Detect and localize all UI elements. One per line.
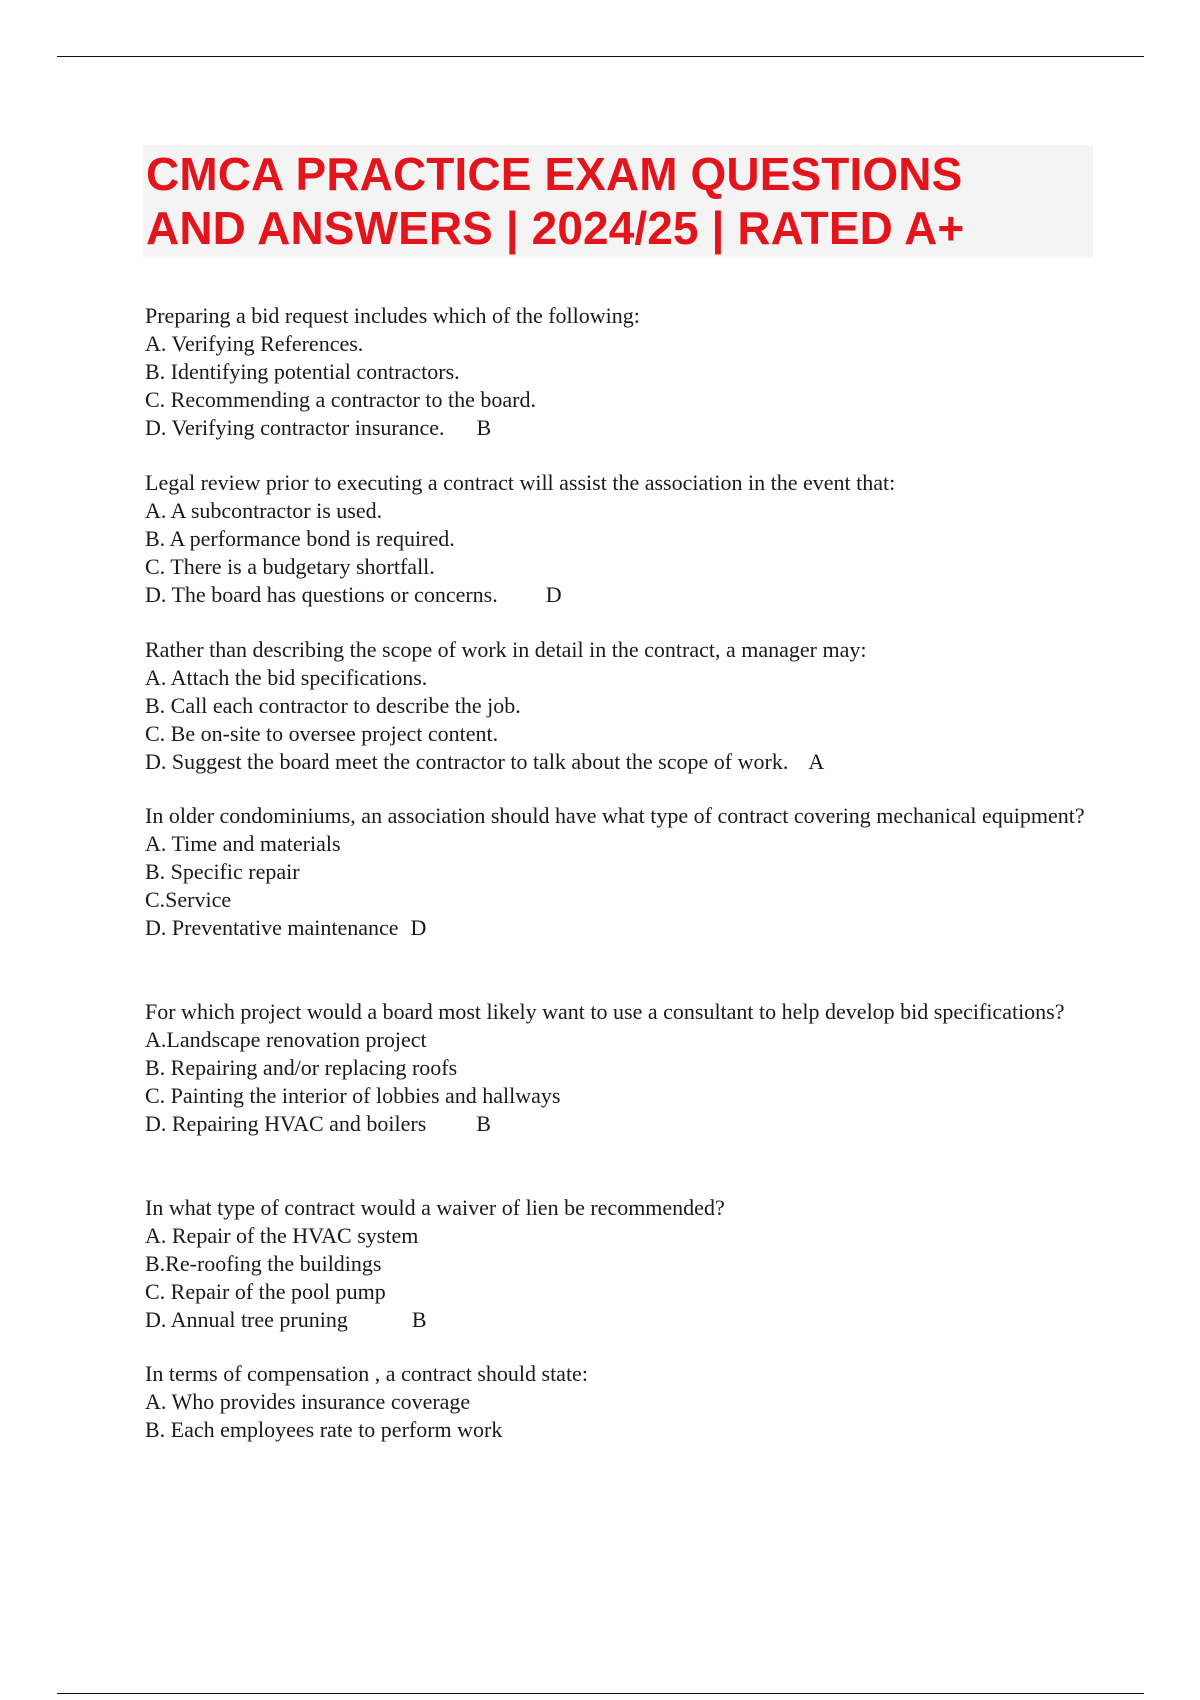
option-c: C. Painting the interior of lobbies and hallways bbox=[145, 1083, 561, 1108]
option-b: B. Each employees rate to perform work bbox=[145, 1417, 503, 1442]
option-d: D. Repairing HVAC and boilers bbox=[145, 1111, 427, 1136]
question-stem: For which project would a board most likely want to use a consultant to help develop bid specifications? bbox=[145, 999, 1065, 1024]
option-b: B. A performance bond is required. bbox=[145, 526, 455, 551]
question-stem: In terms of compensation , a contract should state: bbox=[145, 1361, 588, 1386]
option-d-row bbox=[145, 748, 1085, 776]
option-d: D. Preventative maintenance bbox=[145, 915, 399, 940]
answer-key: D bbox=[545, 582, 562, 607]
option-a: A. Who provides insurance coverage bbox=[145, 1389, 471, 1414]
question-block-4 bbox=[145, 802, 1085, 942]
option-d: D. Annual tree pruning bbox=[145, 1307, 348, 1332]
option-b: B.Re-roofing the buildings bbox=[145, 1251, 382, 1276]
question-block-3 bbox=[145, 636, 1085, 776]
option-d-row bbox=[145, 581, 1085, 609]
option-d-row bbox=[145, 1110, 1085, 1138]
option-a: A. Attach the bid specifications. bbox=[145, 665, 428, 690]
answer-key: D bbox=[410, 915, 427, 940]
option-c: C. There is a budgetary shortfall. bbox=[145, 554, 435, 579]
answer-key: B bbox=[476, 415, 492, 440]
question-stem: In what type of contract would a waiver of lien be recommended? bbox=[145, 1195, 725, 1220]
document-title-line-2: AND ANSWERS | 2024/25 | RATED A+ bbox=[146, 202, 965, 254]
option-b: B. Call each contractor to describe the job. bbox=[145, 693, 521, 718]
question-stem: In older condominiums, an association should have what type of contract covering mechanical equipment? bbox=[145, 803, 1085, 828]
question-block-7 bbox=[145, 1360, 1085, 1444]
question-block-1 bbox=[145, 302, 1085, 442]
answer-key: B bbox=[411, 1307, 427, 1332]
option-a: A. Verifying References. bbox=[145, 331, 364, 356]
option-d: D. The board has questions or concerns. bbox=[145, 582, 498, 607]
option-c: C.Service bbox=[145, 887, 232, 912]
answer-key: A bbox=[808, 749, 825, 774]
option-a: A. Repair of the HVAC system bbox=[145, 1223, 419, 1248]
header-rule bbox=[57, 56, 1144, 57]
question-stem: Rather than describing the scope of work in detail in the contract, a manager may: bbox=[145, 637, 867, 662]
option-a: A. A subcontractor is used. bbox=[145, 498, 383, 523]
option-b: B. Identifying potential contractors. bbox=[145, 359, 460, 384]
answer-key: B bbox=[476, 1111, 491, 1136]
question-block-5 bbox=[145, 998, 1085, 1138]
question-stem: Preparing a bid request includes which of the following: bbox=[145, 303, 640, 328]
option-a: A. Time and materials bbox=[145, 831, 341, 856]
option-c: C. Repair of the pool pump bbox=[145, 1279, 386, 1304]
footer-rule bbox=[57, 1693, 1144, 1694]
option-d: D. Verifying contractor insurance. bbox=[145, 415, 445, 440]
question-stem: Legal review prior to executing a contract will assist the association in the event that: bbox=[145, 470, 896, 495]
question-block-2 bbox=[145, 469, 1085, 609]
option-c: C. Be on-site to oversee project content. bbox=[145, 721, 499, 746]
option-d: D. Suggest the board meet the contractor to talk about the scope of work. bbox=[145, 749, 789, 774]
option-c: C. Recommending a contractor to the board. bbox=[145, 387, 536, 412]
document-title-line-1: CMCA PRACTICE EXAM QUESTIONS bbox=[146, 148, 963, 200]
option-d-row bbox=[145, 914, 1085, 942]
option-a: A.Landscape renovation project bbox=[145, 1027, 427, 1052]
option-d-row bbox=[145, 414, 1085, 442]
option-d-row bbox=[145, 1306, 1085, 1334]
option-b: B. Specific repair bbox=[145, 859, 300, 884]
question-block-6 bbox=[145, 1194, 1085, 1334]
option-b: B. Repairing and/or replacing roofs bbox=[145, 1055, 458, 1080]
